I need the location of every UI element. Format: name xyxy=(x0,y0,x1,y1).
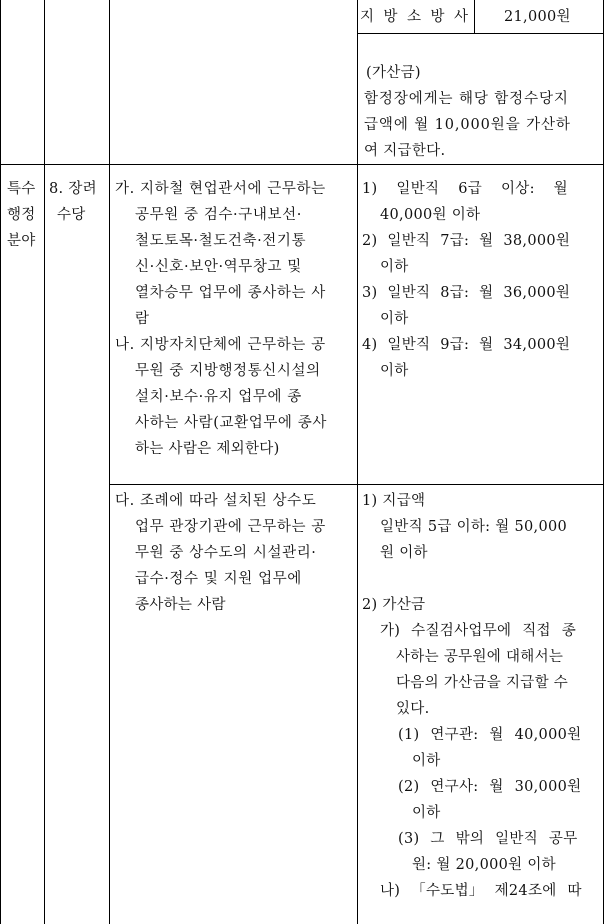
target-ga-line: 람 xyxy=(135,311,150,327)
column-divider-target xyxy=(357,0,358,924)
sub-pay-line: (2) 연구사: 월 30,000원 xyxy=(398,779,582,795)
target-ga-line: 철도토목·철도건축·전기통 xyxy=(135,233,307,249)
extra-ga-line: 있다. xyxy=(396,701,430,717)
category-label: 특수 xyxy=(7,181,36,197)
column-divider-item xyxy=(109,0,110,924)
office-rank-char: 소 xyxy=(406,9,421,25)
extra-na-line: 나) 「수도법」 제24조에 따 xyxy=(380,883,582,899)
amount-line: 4) 일반직 9급: 월 34,000원 xyxy=(362,337,571,353)
office-rank-char: 방 xyxy=(430,9,445,25)
column-divider-office xyxy=(474,0,475,33)
subrow-divider-line xyxy=(109,484,604,485)
extra-ga-line: 다음의 가산금을 지급할 수 xyxy=(396,675,569,691)
office-rank-char: 사 xyxy=(453,9,468,25)
category-label: 분야 xyxy=(7,233,36,249)
column-divider-category xyxy=(44,0,45,924)
office-row-bottom-line xyxy=(357,33,604,34)
target-da-line: 무원 중 상수도의 시설관리· xyxy=(135,545,317,561)
table-border-right xyxy=(603,0,604,924)
extra-pay-heading: (가산금) xyxy=(366,65,421,81)
amount-line: 40,000원 이하 xyxy=(380,207,481,223)
amount-line: 2) 일반직 7급: 월 38,000원 xyxy=(362,233,571,249)
office-rank-label xyxy=(360,4,468,30)
pay-line: 일반직 5급 이하: 월 50,000 xyxy=(380,519,568,535)
amount-line: 3) 일반직 8급: 월 36,000원 xyxy=(362,285,571,301)
office-rank-char: 지 xyxy=(360,9,375,25)
target-da-line: 종사하는 사람 xyxy=(135,597,226,613)
extra-pay-line: 여 지급한다. xyxy=(364,143,446,159)
target-da-line: 급수·정수 및 지원 업무에 xyxy=(135,571,302,587)
amount-line: 이하 xyxy=(380,311,409,327)
extra-pay-line: 함정장에게는 해당 함정수당지 xyxy=(364,91,569,107)
target-na-line: 나. 지방자치단체에 근무하는 공 xyxy=(115,337,326,353)
target-da-line: 다. 조례에 따라 설치된 상수도 xyxy=(115,493,317,509)
extra-pay-line: 급액에 월 10,000원을 가산하 xyxy=(364,117,571,133)
row-divider-line xyxy=(0,164,604,165)
sub-pay-line: 이하 xyxy=(412,805,441,821)
table-border-left xyxy=(0,0,1,924)
target-ga-line: 공무원 중 검수·구내보선· xyxy=(135,207,302,223)
category-label: 행정 xyxy=(7,207,36,223)
target-da-line: 업무 관장기관에 근무하는 공 xyxy=(135,519,326,535)
office-rank-char: 방 xyxy=(383,9,398,25)
extra-heading: 2) 가산금 xyxy=(362,597,426,613)
extra-ga-line: 가) 수질검사업무에 직접 종 xyxy=(380,623,577,639)
target-ga-line: 신·신호·보안·역무창고 및 xyxy=(135,259,302,275)
amount-line: 1) 일반직 6급 이상: 월 xyxy=(362,181,568,197)
target-na-line: 하는 사람은 제외한다) xyxy=(135,441,280,457)
target-na-line: 사하는 사람(교환업무에 종사 xyxy=(135,415,327,431)
sub-pay-line: (3) 그 밖의 일반직 공무 xyxy=(398,831,578,847)
sub-pay-line: 이하 xyxy=(412,753,441,769)
pay-heading: 1) 지급액 xyxy=(362,493,426,509)
target-ga-line: 가. 지하철 현업관서에 근무하는 xyxy=(115,181,326,197)
target-na-line: 설치·보수·유지 업무에 종 xyxy=(135,389,302,405)
sub-pay-line: 원: 월 20,000원 이하 xyxy=(412,857,556,873)
sub-pay-line: (1) 연구관: 월 40,000원 xyxy=(398,727,582,743)
target-na-line: 무원 중 지방행정통신시설의 xyxy=(135,363,321,379)
pay-line: 원 이하 xyxy=(380,545,428,561)
extra-ga-line: 사하는 공무원에 대해서는 xyxy=(396,649,564,665)
target-ga-line: 열차승무 업무에 종사하는 사 xyxy=(135,285,326,301)
office-amount: 21,000원 xyxy=(504,9,571,25)
amount-line: 이하 xyxy=(380,259,409,275)
item-label: 8. 장려 xyxy=(49,181,97,197)
amount-line: 이하 xyxy=(380,363,409,379)
item-label: 수당 xyxy=(57,207,86,223)
